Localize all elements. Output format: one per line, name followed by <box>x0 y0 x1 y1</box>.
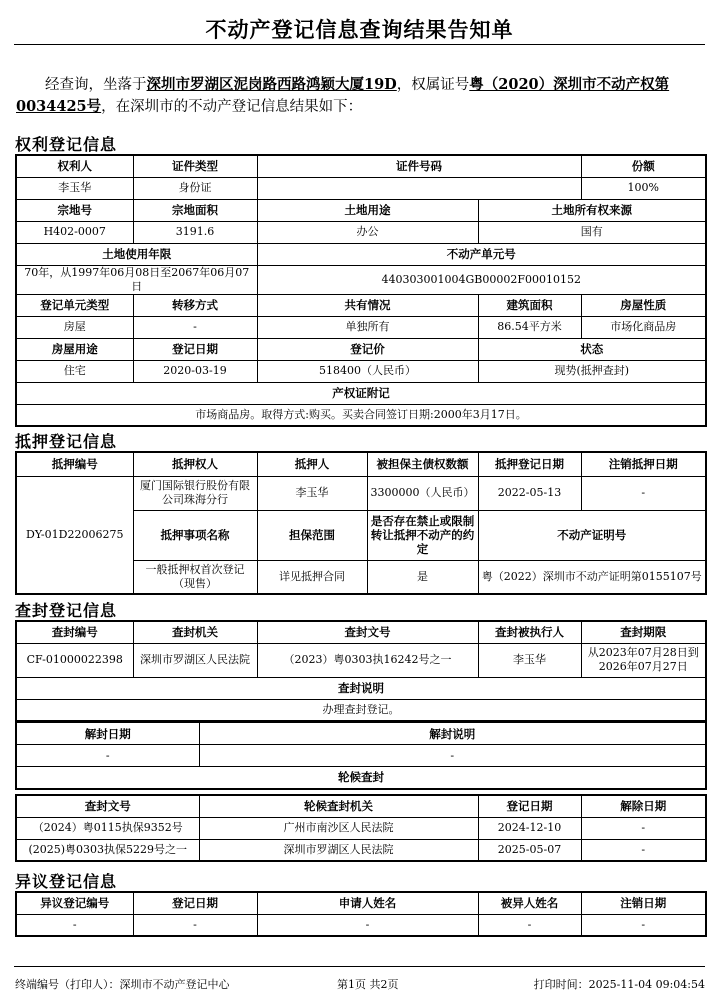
mortgage-h-item: 抵押事项名称 <box>133 510 257 560</box>
seizure-org: 深圳市罗湖区人民法院 <box>133 643 257 677</box>
rights-note: 市场商品房。取得方式:购买。买卖合同签订日期:2000年3月17日。 <box>16 404 706 426</box>
rights-id-no <box>257 177 581 199</box>
wait-h-release: 解除日期 <box>581 795 706 817</box>
footer-terminal: 终端编号（打印人）：深圳市不动产登记中心 <box>15 978 230 991</box>
wait-doc: (2025)粤0303执保5229号之一 <box>16 839 199 861</box>
objection-h-applicant: 申请人姓名 <box>257 892 478 914</box>
mortgage-no: DY-01D22006275 <box>16 476 133 594</box>
seizure-release-table <box>15 722 707 790</box>
rights-unit-type: 房屋 <box>16 316 133 338</box>
intro-text-3: ，在深圳市的不动产登记信息结果如下： <box>101 99 363 115</box>
mortgage-cancel: - <box>581 476 706 510</box>
rights-section-title: 权利登记信息 <box>15 135 118 154</box>
intro-text-1: 经查询，坐落于 <box>45 77 147 93</box>
mortgage-restrict: 是 <box>367 560 478 594</box>
mortgage-proof: 粤（2022）深圳市不动产证明第0155107号 <box>478 560 706 594</box>
footer-page: 第1页 共2页 <box>337 978 399 991</box>
objection-date: - <box>133 914 257 936</box>
footer-rule <box>14 966 705 967</box>
rights-h-reg-date: 登记日期 <box>133 338 257 360</box>
intro-address: 深圳市罗湖区泥岗路西路鸿颖大厦19D <box>146 76 397 93</box>
footer-print-time: 打印时间：2025-11-04 09:04:54 <box>533 978 705 991</box>
table-row <box>16 839 706 861</box>
seizure-h-target: 查封被执行人 <box>478 621 581 643</box>
intro-paragraph <box>16 74 706 118</box>
rights-h-house-nature: 房屋性质 <box>581 294 706 316</box>
seizure-wait-table <box>15 794 707 862</box>
objection-h-respondent: 被异人姓名 <box>478 892 581 914</box>
mortgage-h-proof: 不动产证明号 <box>478 510 706 560</box>
objection-respondent: - <box>478 914 581 936</box>
rights-h-note: 产权证附记 <box>16 382 706 404</box>
wait-org: 广州市南沙区人民法院 <box>199 817 478 839</box>
rights-house-nature: 市场化商品房 <box>581 316 706 338</box>
rights-house-use: 住宅 <box>16 360 133 382</box>
mortgage-h-scope: 担保范围 <box>257 510 367 560</box>
rights-id-type: 身份证 <box>133 177 257 199</box>
rights-h-unit-no: 不动产单元号 <box>257 243 706 265</box>
rights-h-house-use: 房屋用途 <box>16 338 133 360</box>
wait-release: - <box>581 817 706 839</box>
seizure-no: CF-01000022398 <box>16 643 133 677</box>
rights-land-use: 办公 <box>257 221 478 243</box>
mortgage-mortgagee: 厦门国际银行股份有限公司珠海分行 <box>133 476 257 510</box>
wait-date: 2025-05-07 <box>478 839 581 861</box>
mortgage-h-date: 抵押登记日期 <box>478 452 581 476</box>
rights-h-status: 状态 <box>478 338 706 360</box>
objection-section-title: 异议登记信息 <box>15 872 118 891</box>
rights-reg-date: 2020-03-19 <box>133 360 257 382</box>
rights-h-land-use: 土地用途 <box>257 199 478 221</box>
title-rule <box>14 44 705 45</box>
mortgage-h-amount: 被担保主债权数额 <box>367 452 478 476</box>
mortgage-item: 一般抵押权首次登记（现售） <box>133 560 257 594</box>
rights-h-reg-price: 登记价 <box>257 338 478 360</box>
rights-unit-no: 440303001004GB00002F00010152 <box>257 265 706 294</box>
rights-term: 70年，从1997年06月08日至2067年06月07日 <box>16 265 257 294</box>
seizure-h-release-date: 解封日期 <box>16 723 199 745</box>
rights-h-co-own: 共有情况 <box>257 294 478 316</box>
rights-h-transfer: 转移方式 <box>133 294 257 316</box>
mortgage-h-restrict: 是否存在禁止或限制转让抵押不动产的约定 <box>367 510 478 560</box>
seizure-h-no: 查封编号 <box>16 621 133 643</box>
intro-cert-no: 粤（2020）深圳市不动产权第0034425号 <box>16 76 670 115</box>
seizure-doc: （2023）粤0303执16242号之一 <box>257 643 478 677</box>
rights-share: 100% <box>581 177 706 199</box>
rights-status: 现势(抵押查封) <box>478 360 706 382</box>
rights-transfer: - <box>133 316 257 338</box>
mortgage-mortgagor: 李玉华 <box>257 476 367 510</box>
seizure-table <box>15 620 707 722</box>
mortgage-amount: 3300000（人民币） <box>367 476 478 510</box>
intro-text-2: ，权属证号 <box>396 77 470 93</box>
objection-cancel: - <box>581 914 706 936</box>
rights-parcel-area: 3191.6 <box>133 221 257 243</box>
rights-parcel-no: H402-0007 <box>16 221 133 243</box>
rights-table <box>15 154 707 427</box>
mortgage-table <box>15 451 707 595</box>
wait-doc: （2024）粤0115执保9352号 <box>16 817 199 839</box>
objection-h-date: 登记日期 <box>133 892 257 914</box>
seizure-release-desc: - <box>199 745 706 767</box>
rights-build-area: 86.54平方米 <box>478 316 581 338</box>
wait-date: 2024-12-10 <box>478 817 581 839</box>
rights-h-parcel-area: 宗地面积 <box>133 199 257 221</box>
wait-org: 深圳市罗湖区人民法院 <box>199 839 478 861</box>
rights-h-holder: 权利人 <box>16 155 133 177</box>
rights-h-share: 份额 <box>581 155 706 177</box>
objection-h-cancel: 注销日期 <box>581 892 706 914</box>
wait-release: - <box>581 839 706 861</box>
wait-h-doc: 查封文号 <box>16 795 199 817</box>
rights-h-id-no: 证件号码 <box>257 155 581 177</box>
seizure-h-desc: 查封说明 <box>16 677 706 699</box>
mortgage-h-no: 抵押编号 <box>16 452 133 476</box>
rights-h-parcel-no: 宗地号 <box>16 199 133 221</box>
rights-land-source: 国有 <box>478 221 706 243</box>
mortgage-scope: 详见抵押合同 <box>257 560 367 594</box>
mortgage-section-title: 抵押登记信息 <box>15 432 118 451</box>
rights-h-id-type: 证件类型 <box>133 155 257 177</box>
rights-co-own: 单独所有 <box>257 316 478 338</box>
document-title: 不动产登记信息查询结果告知单 <box>205 17 514 42</box>
seizure-h-doc: 查封文号 <box>257 621 478 643</box>
mortgage-date: 2022-05-13 <box>478 476 581 510</box>
seizure-desc: 办理查封登记。 <box>16 699 706 721</box>
rights-h-land-source: 土地所有权来源 <box>478 199 706 221</box>
seizure-h-org: 查封机关 <box>133 621 257 643</box>
mortgage-h-mortgagor: 抵押人 <box>257 452 367 476</box>
seizure-release-date: - <box>16 745 199 767</box>
objection-table <box>15 891 707 937</box>
objection-no: - <box>16 914 133 936</box>
rights-h-term: 土地使用年限 <box>16 243 257 265</box>
mortgage-h-mortgagee: 抵押权人 <box>133 452 257 476</box>
objection-h-no: 异议登记编号 <box>16 892 133 914</box>
seizure-h-wait: 轮候查封 <box>16 767 706 789</box>
wait-h-org: 轮候查封机关 <box>199 795 478 817</box>
rights-h-build-area: 建筑面积 <box>478 294 581 316</box>
rights-holder: 李玉华 <box>16 177 133 199</box>
seizure-section-title: 查封登记信息 <box>15 601 118 620</box>
rights-reg-price: 518400（人民币） <box>257 360 478 382</box>
seizure-target: 李玉华 <box>478 643 581 677</box>
seizure-h-period: 查封期限 <box>581 621 706 643</box>
mortgage-h-cancel: 注销抵押日期 <box>581 452 706 476</box>
objection-applicant: - <box>257 914 478 936</box>
wait-h-date: 登记日期 <box>478 795 581 817</box>
seizure-h-release-desc: 解封说明 <box>199 723 706 745</box>
seizure-period: 从2023年07月28日到2026年07月27日 <box>581 643 706 677</box>
rights-h-unit-type: 登记单元类型 <box>16 294 133 316</box>
table-row <box>16 817 706 839</box>
